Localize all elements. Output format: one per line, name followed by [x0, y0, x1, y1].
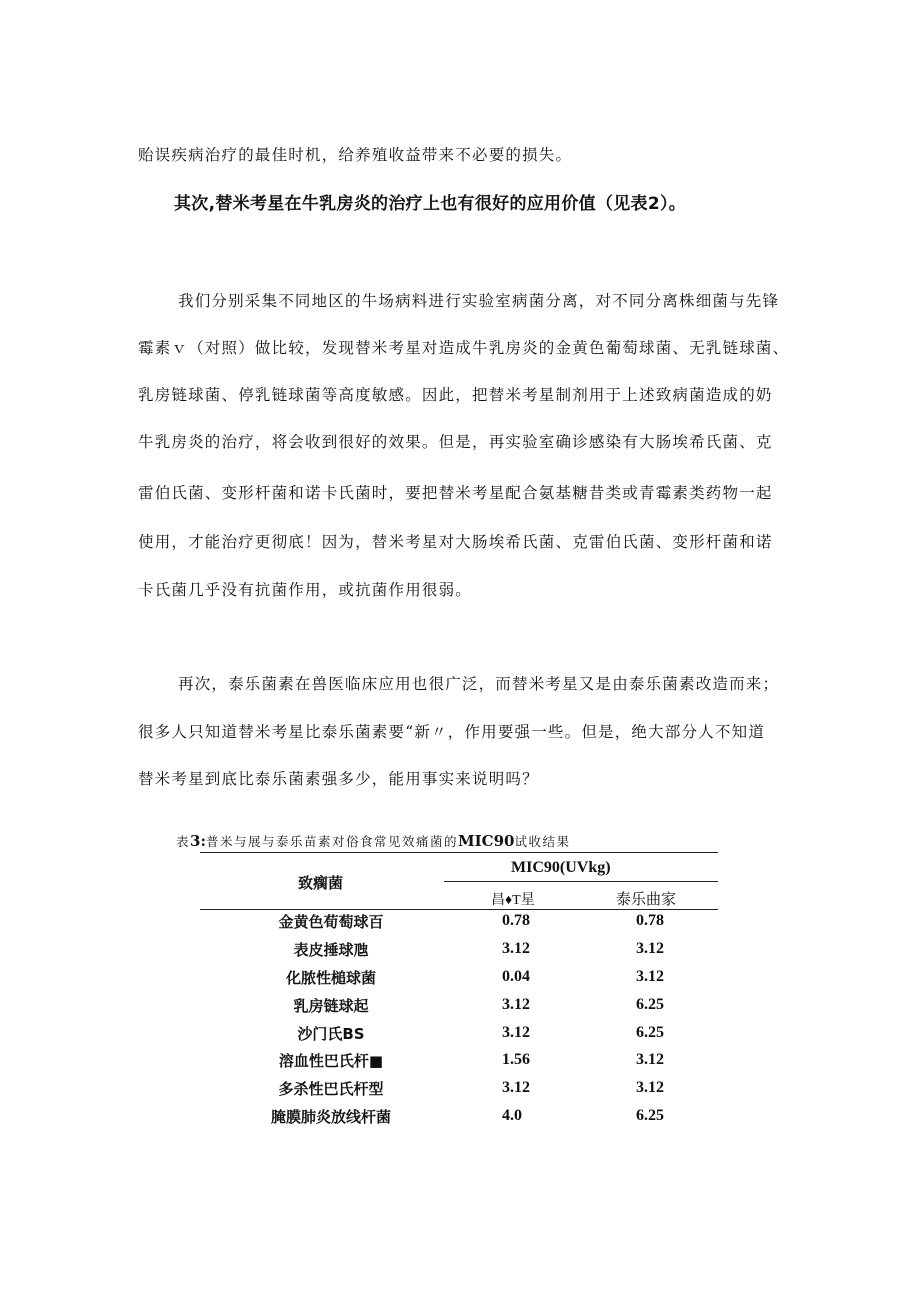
mic-tilmicosin: 1.56: [502, 1051, 530, 1068]
caption-prefix: 表: [176, 834, 191, 849]
pathogen-name: 多杀性巴氏杆型: [278, 1080, 384, 1098]
pathogen-name: 表皮捶球虺: [293, 941, 369, 959]
paragraph-line: 牛乳房炎的治疗，将会收到很好的效果。但是，再实验室确诊感染有大肠埃希氏菌、克: [138, 433, 773, 451]
paragraph-line: 霉素ｖ（对照）做比较，发现替米考星对造成牛乳房炎的金黄色葡萄球菌、无乳链球菌、: [138, 339, 790, 357]
paragraph-line: 乳房链球菌、停乳链球菌等高度敏感。因此，把替米考星制剂用于上述致病菌造成的奶: [138, 386, 773, 404]
paragraph-line: 替米考星到底比泰乐菌素强多少，能用事实来说明吗？: [138, 770, 539, 788]
header-col-tilmicosin: 昌♦T星: [491, 893, 535, 908]
pathogen-name: 化脓性槌球菌: [285, 969, 376, 987]
table-header-rule: [200, 909, 718, 910]
caption-mic: MIC90: [458, 832, 515, 850]
paragraph-line: 卡氏菌几乎没有抗菌作用，或抗菌作用很弱。: [138, 581, 473, 599]
mic-tilmicosin: 3.12: [502, 940, 530, 957]
mic-tylosin: 0.78: [636, 912, 664, 929]
mic-tilmicosin: 4.0: [502, 1107, 522, 1124]
mic-tylosin: 6.25: [636, 1107, 664, 1124]
header-pathogen: 致瘸菌: [298, 874, 344, 892]
caption-text: 普米与展与泰乐苗素对俗食常见效痛菌的: [206, 834, 459, 849]
mic-tilmicosin: 3.12: [502, 1024, 530, 1041]
paragraph-line: 雷伯氏菌、变形杆菌和诺卡氏菌时，要把替米考星配合氨基糖昔类或青霉素类药物一起: [138, 484, 773, 502]
caption-number: 3:: [190, 832, 206, 850]
mic-tilmicosin: 0.78: [502, 912, 530, 929]
table-mid-rule: [444, 881, 718, 882]
mic-tylosin: 6.25: [636, 1024, 664, 1041]
mic-tilmicosin: 3.12: [502, 1079, 530, 1096]
section-heading: 其次,替米考星在牛乳房炎的治疗上也有很好的应用价值（见表2）。: [174, 194, 687, 214]
paragraph-line: 使用，才能治疗更彻底！因为，替米考星对大肠埃希氏菌、克雷伯氏菌、变形杆菌和诺: [138, 533, 773, 551]
table-top-rule: [200, 852, 718, 853]
header-col-tylosin: 泰乐曲家: [616, 890, 677, 908]
pathogen-name: 沙门氏BS: [297, 1025, 365, 1043]
pathogen-name: 腌膜肺炎放线杆菌: [270, 1108, 391, 1126]
header-mic: MIC90(UVkg): [511, 859, 611, 876]
mic-tylosin: 3.12: [636, 1051, 664, 1068]
mic-tylosin: 3.12: [636, 1079, 664, 1096]
paragraph-line: 很多人只知道替米考星比泰乐菌素要“新〃，作用要强一些。但是，绝大部分人不知道: [138, 723, 766, 741]
mic-tilmicosin: 0.04: [502, 968, 530, 985]
mic-tylosin: 3.12: [636, 968, 664, 985]
pathogen-name: 乳房链球起: [293, 997, 369, 1015]
mic-tilmicosin: 3.12: [502, 996, 530, 1013]
table-caption: [176, 832, 570, 850]
pathogen-name: 溶血性巴氏杆■: [278, 1052, 384, 1070]
paragraph-line: 贻误疾病治疗的最佳时机，给养殖收益带来不必要的损失。: [138, 146, 573, 164]
mic-tylosin: 3.12: [636, 940, 664, 957]
mic-tylosin: 6.25: [636, 996, 664, 1013]
paragraph-line: 再次，泰乐菌素在兽医临床应用也很广泛，而替米考星又是由泰乐菌素改造而来；: [178, 675, 780, 693]
caption-suffix: 试收结果: [514, 834, 571, 849]
pathogen-name: 金黄色荀萄球百: [278, 913, 384, 931]
paragraph-line: 我们分别采集不同地区的牛场病料进行实验室病菌分离，对不同分离株细菌与先锋: [178, 292, 780, 310]
